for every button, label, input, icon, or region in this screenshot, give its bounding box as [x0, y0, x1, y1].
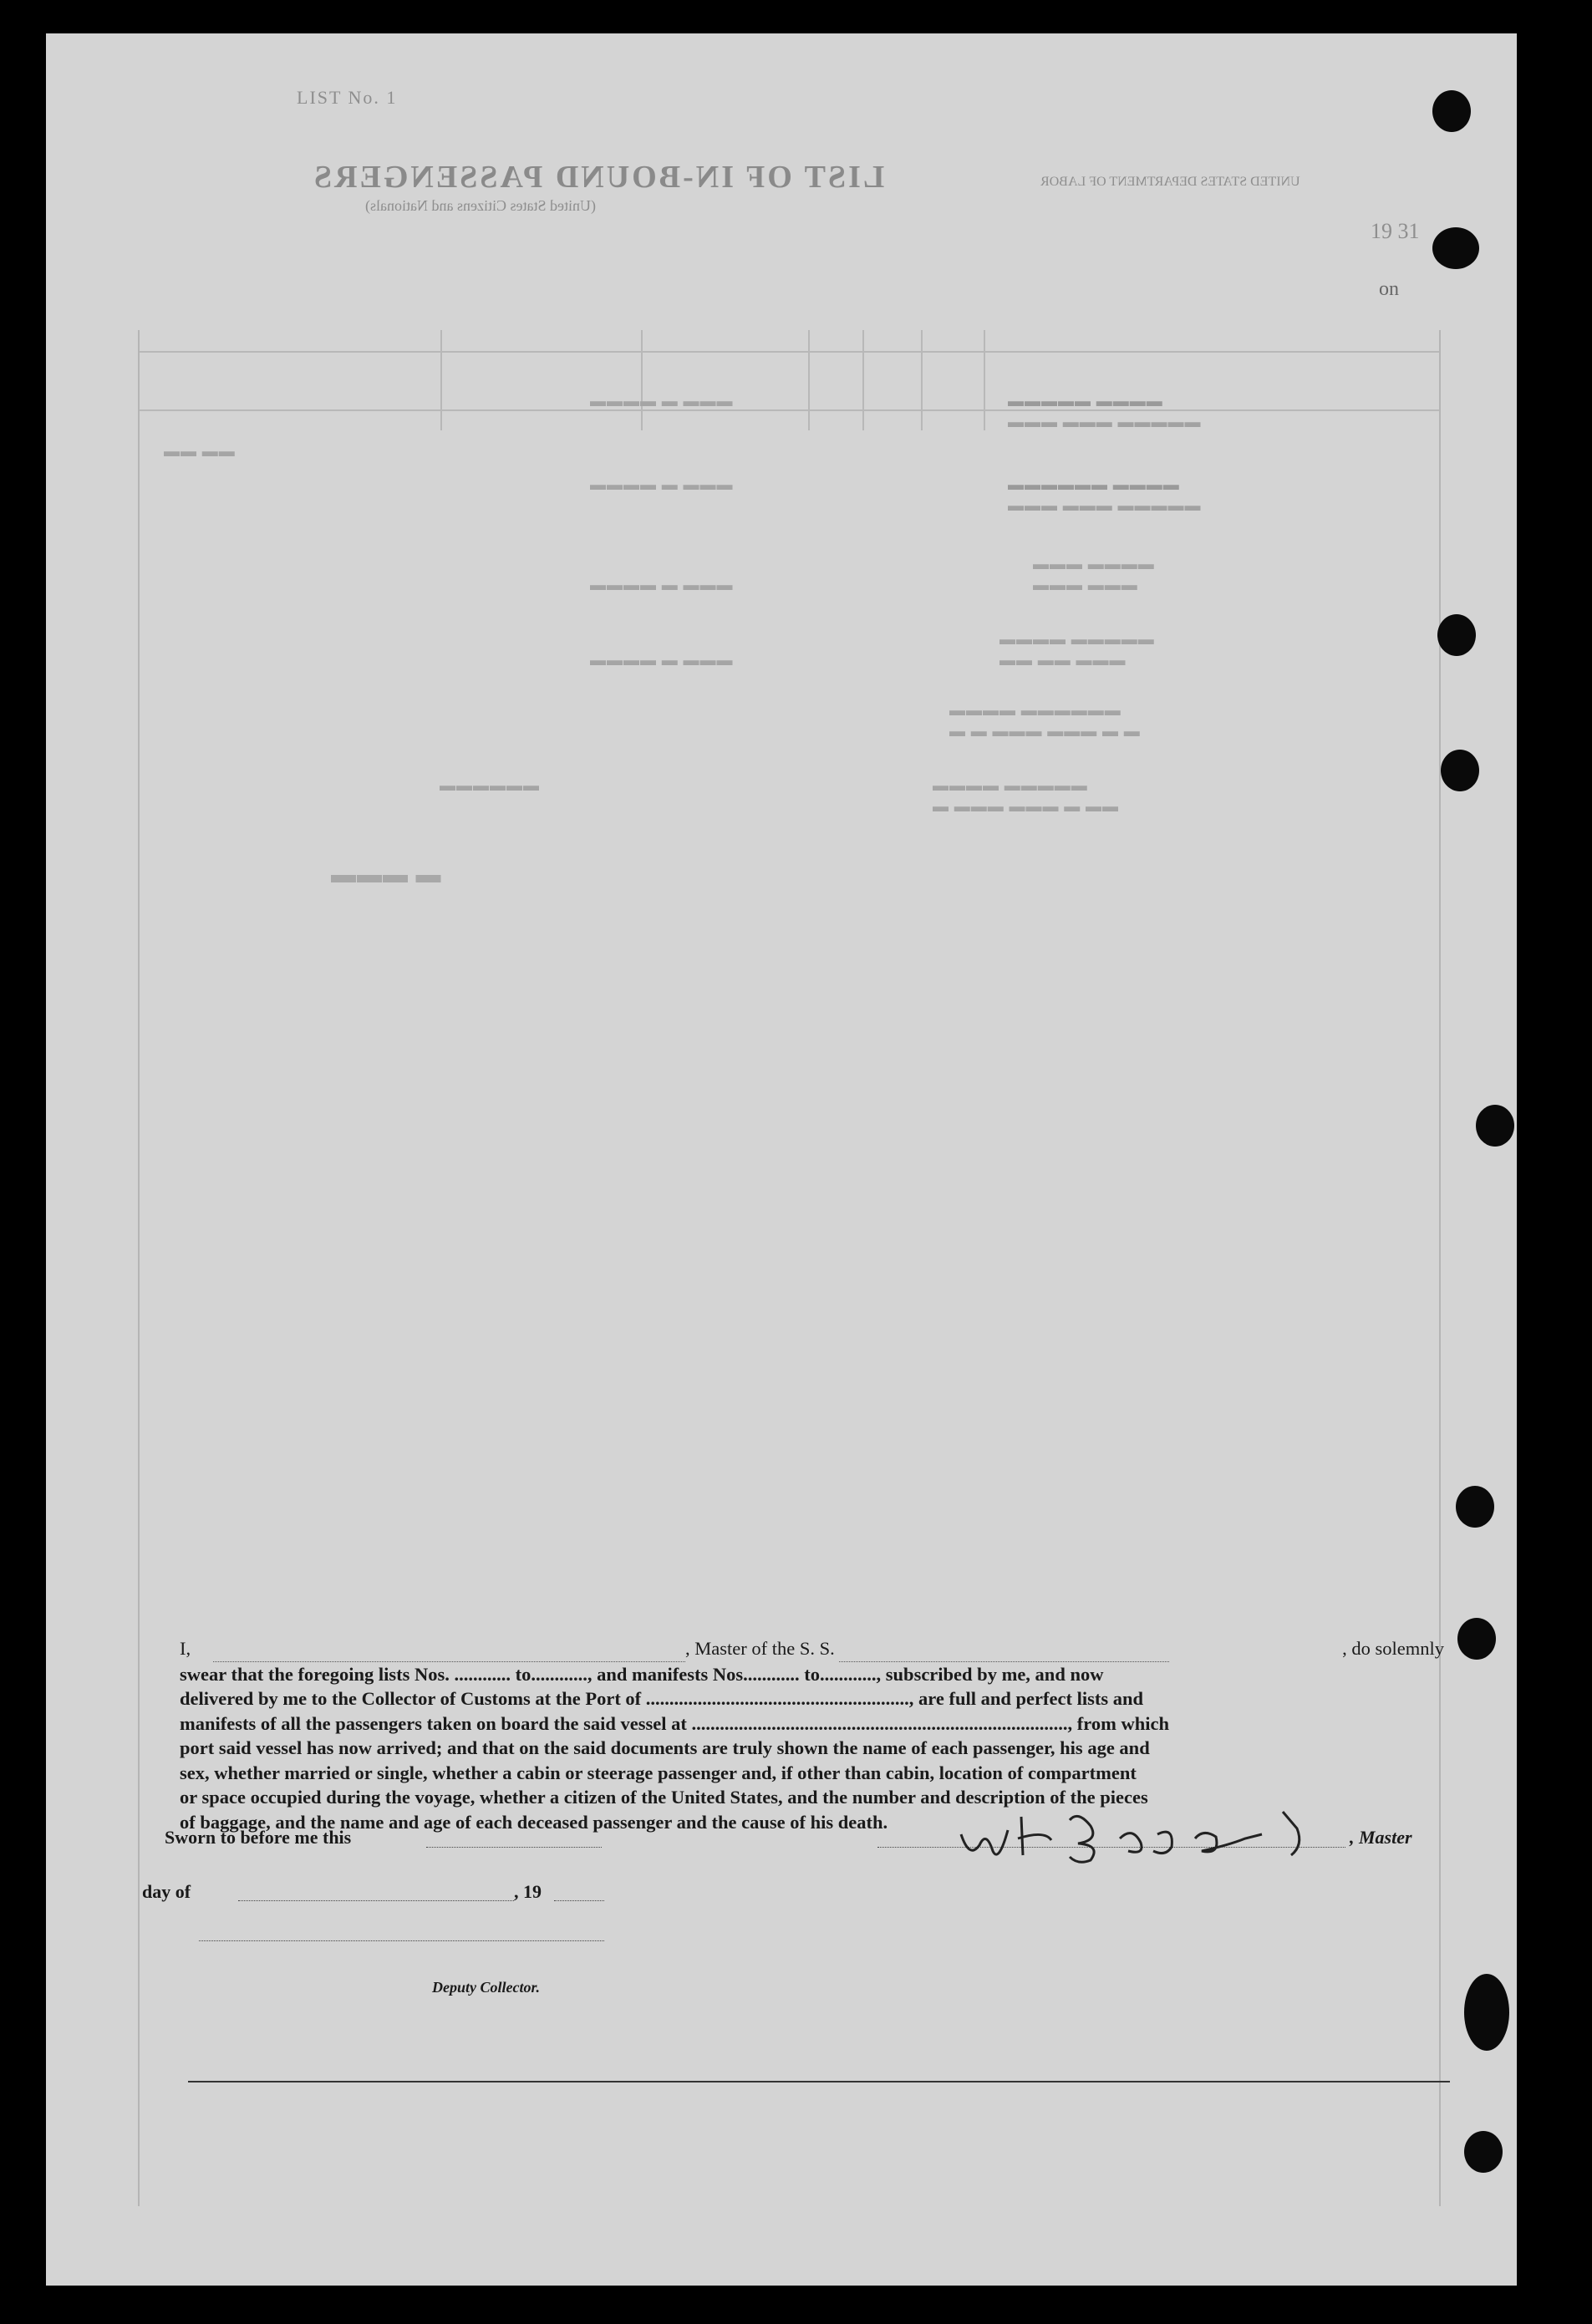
punch-hole — [1432, 227, 1479, 269]
ghost-entry: ▬▬▬▬▬▬ — [439, 777, 539, 795]
sworn-label: Sworn to before me this — [165, 1827, 352, 1848]
table-header-rule — [140, 351, 1439, 353]
ghost-entry: ▬▬▬ ▬ ▬▬▬▬ — [589, 476, 733, 494]
ghost-entry: ▬▬▬▬▬▬ ▬▬▬▬ — [949, 702, 1121, 720]
agency-heading: UNITED STATES DEPARTMENT OF LABOR — [1040, 175, 1300, 189]
day-of-label: day of — [142, 1881, 191, 1902]
ghost-entry: ▬▬ ▬▬ — [163, 443, 235, 460]
date-fragment: 19 31 — [1371, 219, 1420, 243]
ghost-entry: ▬▬▬▬▬ ▬▬▬ ▬▬▬ — [1007, 497, 1201, 515]
punch-hole — [1476, 1105, 1514, 1147]
punch-hole — [1464, 1974, 1509, 2051]
ship-prefix: on — [1379, 278, 1399, 300]
name-blank — [213, 1636, 685, 1662]
oath-line-6: sex, whether married or single, whether a cabin or steerage passenger and, if other than cabin, location of compartment — [180, 1762, 1137, 1783]
list-number: LIST No. 1 — [297, 87, 398, 108]
master-signature — [953, 1805, 1345, 1868]
bottom-rule — [188, 2081, 1450, 2082]
ghost-entry: ▬▬ ▬ ▬▬▬ ▬▬▬ ▬ — [932, 798, 1118, 816]
oath-line-2: swear that the foregoing lists Nos. ............ to............, and manifests Nos............ to............, subscribed by me, and now — [180, 1663, 1104, 1685]
ghost-entry: ▬▬▬▬ ▬▬▬▬▬ — [1007, 393, 1162, 410]
column-divider — [641, 330, 643, 430]
column-divider — [808, 330, 810, 430]
page-subtitle: (United States Citizens and Nationals) — [365, 197, 596, 214]
ghost-entry: ▬▬▬ ▬ ▬▬▬▬ — [589, 652, 733, 669]
ghost-entry: ▬▬▬▬▬ ▬▬▬▬ — [999, 631, 1154, 648]
page-title: LIST OF IN-BOUND PASSENGERS — [312, 160, 885, 195]
ship-blank — [839, 1636, 1169, 1662]
ghost-entry: ▬▬▬▬ ▬▬▬ — [1032, 556, 1154, 573]
column-divider — [921, 330, 923, 430]
column-divider — [440, 330, 442, 430]
ghost-entry: ▬▬▬▬▬ ▬▬▬▬ — [932, 777, 1087, 795]
oath-line-7: or space occupied during the voyage, whether a citizen of the United States, and the number and description of the pieces — [180, 1787, 1148, 1808]
document-page — [46, 33, 1517, 2286]
ghost-entry: ▬▬▬ ▬▬▬ — [1032, 577, 1137, 594]
oath-line-5: port said vessel has now arrived; and that on the said documents are truly shown the name of each passenger, his age and — [180, 1737, 1150, 1758]
oath-line-1: I, , Master of the S. S. , do solemnly — [180, 1636, 1444, 1662]
oath-line-8: of baggage, and the name and age of each deceased passenger and the cause of his death. — [180, 1811, 888, 1833]
punch-hole — [1441, 750, 1479, 791]
ghost-entry: ▬▬▬▬ ▬▬▬▬▬▬ — [1007, 476, 1179, 494]
oath-line-3: delivered by me to the Collector of Customs at the Port of ........................................................, are full and perfect lists and — [180, 1688, 1144, 1709]
ghost-entry: ▬ ▬ ▬▬▬ ▬▬▬ ▬ ▬ — [949, 723, 1140, 740]
deputy-signature-blank — [199, 1940, 604, 1941]
punch-hole — [1437, 614, 1476, 656]
master-label: , Master — [1350, 1827, 1412, 1848]
ghost-entry: ▬ ▬▬▬ — [330, 861, 441, 888]
ghost-entry: ▬▬▬ ▬ ▬▬▬▬ — [589, 577, 733, 594]
punch-hole — [1457, 1618, 1496, 1660]
ghost-entry: ▬▬▬▬▬ ▬▬▬ ▬▬▬ — [1007, 414, 1201, 431]
oath-line-4: manifests of all the passengers taken on board the said vessel at ................................................................................, from which — [180, 1712, 1169, 1734]
day-blank — [238, 1900, 514, 1901]
sworn-blank — [426, 1847, 602, 1848]
year-label: , 19 — [514, 1881, 542, 1902]
column-divider — [984, 330, 985, 430]
column-divider — [862, 330, 864, 430]
year-blank — [554, 1900, 604, 1901]
table-header-rule — [140, 409, 1439, 411]
deputy-collector-label: Deputy Collector. — [432, 1979, 540, 1996]
ghost-entry: ▬▬▬ ▬▬ ▬▬ — [999, 652, 1126, 669]
punch-hole — [1464, 2131, 1503, 2173]
punch-hole — [1432, 90, 1471, 132]
ghost-entry: ▬▬▬ ▬ ▬▬▬▬ — [589, 393, 733, 410]
punch-hole — [1456, 1486, 1494, 1528]
table-frame — [138, 330, 1441, 2206]
